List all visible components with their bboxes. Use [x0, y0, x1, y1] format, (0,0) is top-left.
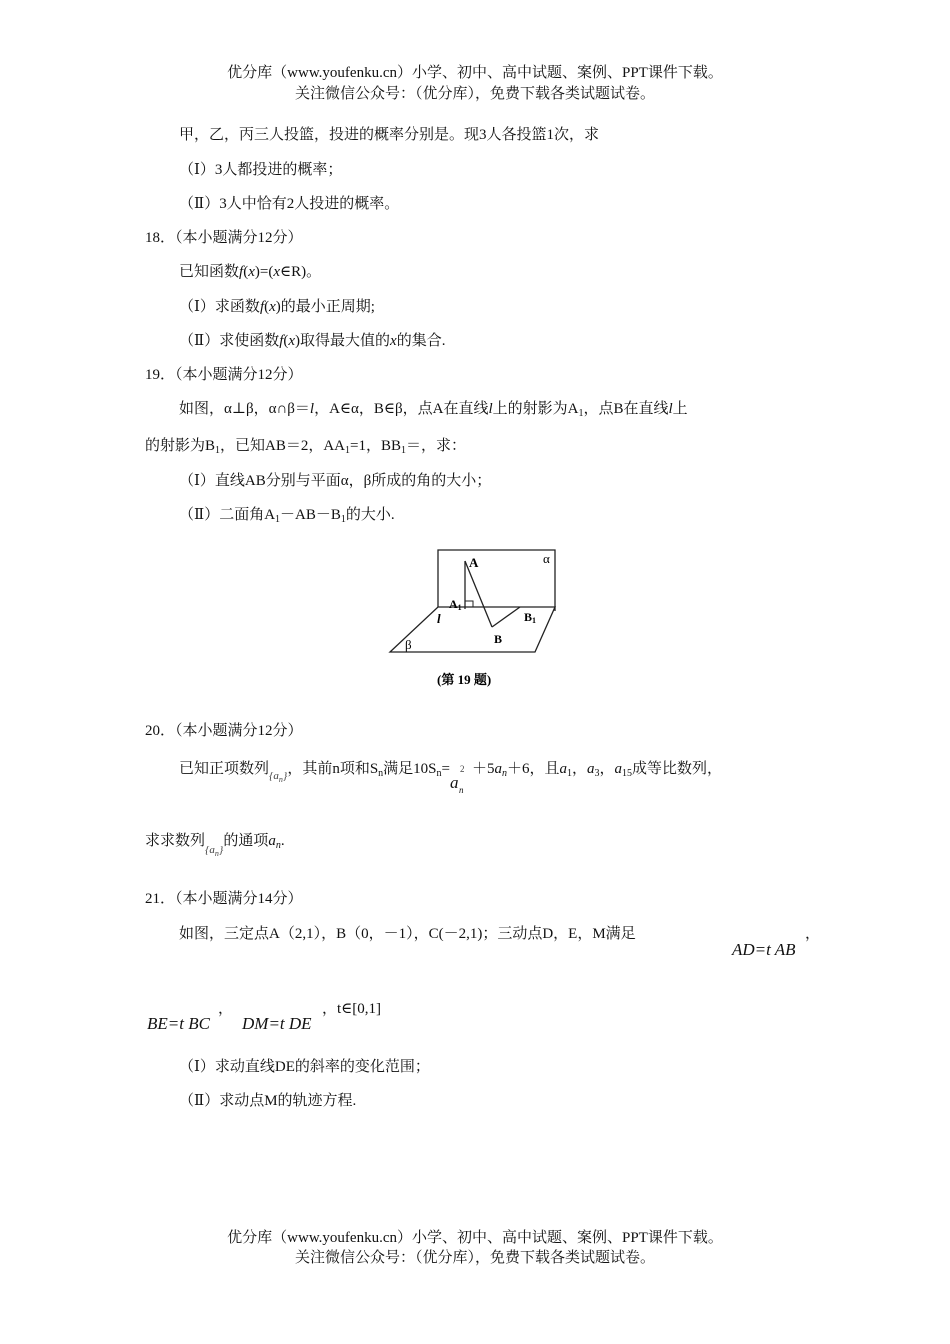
figure-caption: (第 19 题) [437, 672, 492, 687]
q21-comma-2: ， [218, 1001, 234, 1017]
q17-part-2: （Ⅱ）3人中恰有2人投进的概率。 [179, 196, 400, 212]
header-line-2: 关注微信公众号：（优分库），免费下载各类试题试卷。 [294, 86, 655, 102]
q20-stem-line-1: 已知正项数列$_{\{a_n\}}$，其前n项和$S_n$满足$10S_n=$ a n 2 $+5a_n+6$，且$a_1$，$a_3$，$a_{15}$成等比数列， [179, 761, 723, 795]
q21-heading: 21．（本小题满分14分） [145, 891, 303, 907]
header-line-1: 优分库（www.youfenku.cn）小学、初中、高中试题、案例、PPT课件下载。 [227, 65, 723, 81]
q21-part-1: （Ⅰ）求动直线DE的斜率的变化范围； [179, 1059, 430, 1075]
footer-line-2: 关注微信公众号：（优分库），免费下载各类试题试卷。 [294, 1250, 655, 1266]
q19-part-2: （Ⅱ）二面角$A_1-AB-B_1$的大小. [179, 507, 395, 525]
q19-stem-line-1: 如图，α⊥β，α∩β＝l，A∈α，B∈β，点A在直线l上的射影为$A_1$，点B在直线l上 [179, 401, 688, 419]
vector-eq-dm: DM=t DE [242, 1014, 312, 1033]
label-A: A [469, 555, 479, 570]
q19-stem-line-2: 的射影为$B_1$，已知AB＝2，$AA_1=1$，$BB_1=$，求： [145, 438, 467, 456]
q21-t-range: ，t∈[0,1] [322, 1001, 382, 1017]
q21-stem-line-1: 如图，三定点A（2,1），B（0，－1），C(－2,1)；三动点D，E，M满足 [179, 926, 636, 942]
q19-heading: 19．（本小题满分12分） [145, 367, 303, 383]
q17-intro: 甲，乙，丙三人投篮，投进的概率分别是。现3人各投篮1次，求 [179, 127, 600, 143]
vector-eq-ad: AD=t AB [732, 940, 796, 959]
label-B1: B1 [524, 610, 537, 625]
label-A1: A1 [449, 597, 462, 612]
q19-figure [385, 545, 570, 695]
label-beta: β [405, 637, 412, 652]
label-alpha: α [543, 551, 550, 566]
q18-part-2: （Ⅱ）求使函数f(x)取得最大值的x的集合. [179, 333, 446, 349]
q20-stem-line-2: 求求数列$_{\{a_n\}}$的通项$a_n$. [145, 833, 285, 858]
q19-part-1: （Ⅰ）直线AB分别与平面α，β所成的角的大小； [179, 473, 492, 489]
label-l: l [437, 611, 441, 626]
q18-stem: 已知函数f(x)=(x∈R)。 [179, 264, 322, 280]
label-B: B [494, 632, 503, 646]
q21-comma-1: ， [805, 926, 821, 942]
q20-heading: 20．（本小题满分12分） [145, 723, 303, 739]
q18-part-1: （Ⅰ）求函数f(x)的最小正周期; [179, 299, 375, 315]
footer-line-1: 优分库（www.youfenku.cn）小学、初中、高中试题、案例、PPT课件下载。 [227, 1230, 723, 1246]
q21-part-2: （Ⅱ）求动点M的轨迹方程. [179, 1093, 357, 1109]
q18-heading: 18．（本小题满分12分） [145, 230, 303, 246]
vector-eq-be: BE=t BC [147, 1014, 210, 1033]
q17-part-1: （Ⅰ）3人都投进的概率； [179, 162, 343, 178]
